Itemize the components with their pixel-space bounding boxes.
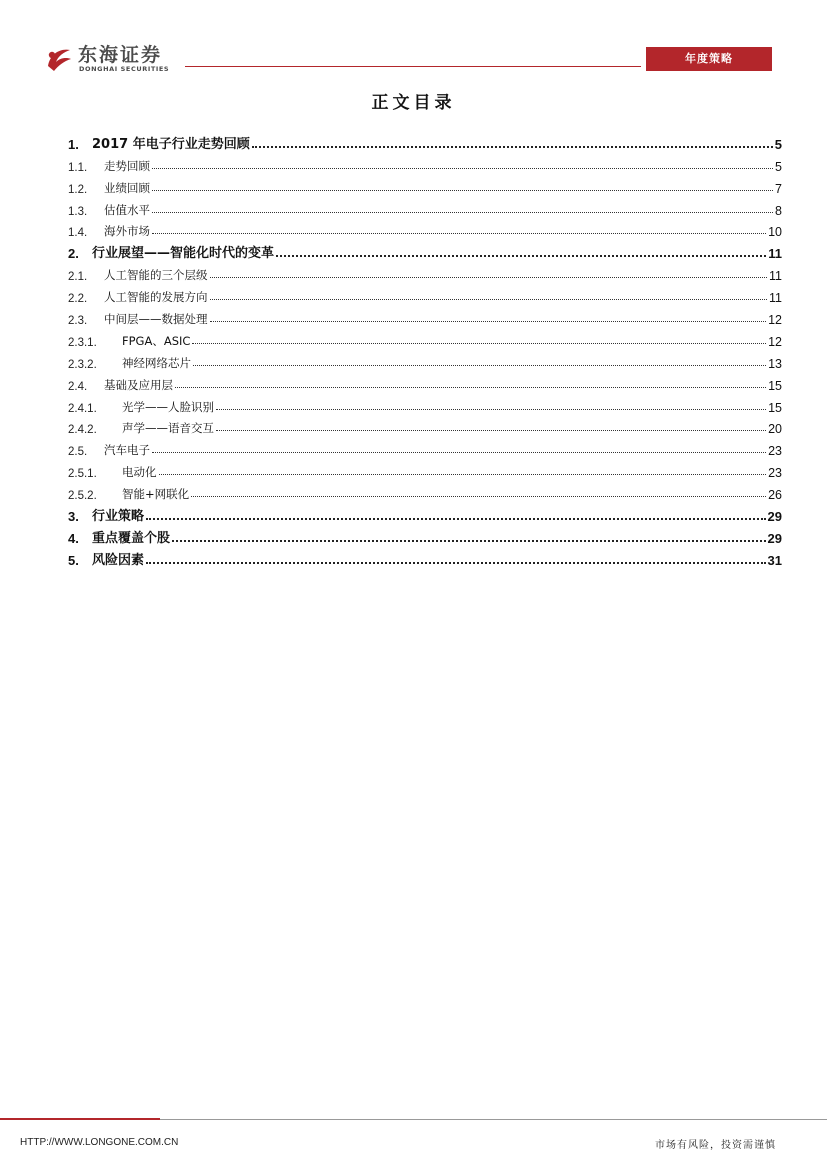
toc-entry-number: 2.3.2.	[68, 358, 97, 371]
toc-entry-label: 海外市场	[104, 224, 150, 239]
logo-english-name: DONGHAI SECURITIES	[79, 65, 170, 73]
toc-dot-leader	[146, 562, 766, 564]
toc-entry[interactable]	[68, 349, 782, 371]
page-header	[0, 0, 827, 80]
toc-entry-label: 行业策略	[92, 509, 145, 525]
toc-entry[interactable]	[68, 130, 782, 152]
toc-dot-leader	[152, 212, 773, 213]
toc-entry[interactable]	[68, 524, 782, 546]
toc-entry[interactable]	[68, 261, 782, 283]
toc-entry-label: 重点覆盖个股	[92, 530, 171, 546]
toc-entry-label: 神经网络芯片	[122, 355, 191, 370]
toc-entry-number: 2.5.	[68, 446, 88, 459]
toc-dot-leader	[152, 452, 766, 453]
toc-entry[interactable]	[68, 218, 782, 240]
toc-entry-page: 23	[768, 466, 782, 481]
toc-entry-label: FPGA、ASIC	[122, 333, 191, 348]
toc-dot-leader	[159, 474, 767, 475]
toc-entry-number: 2.3.1.	[68, 336, 97, 349]
report-type-badge: 年度策略	[646, 47, 772, 71]
footer-risk-note: 市场有风险，投资需谨慎	[655, 1140, 776, 1151]
toc-entry-page: 23	[768, 444, 782, 459]
toc-entry[interactable]	[68, 415, 782, 437]
toc-dot-leader	[175, 387, 766, 388]
logo-emblem-icon	[44, 44, 74, 74]
toc-entry-number: 2.4.	[68, 380, 88, 393]
toc-entry-page: 26	[768, 488, 782, 503]
toc-entry-number: 1.	[68, 136, 79, 152]
toc-entry-number: 1.2.	[68, 183, 88, 196]
toc-entry-number: 2.5.2.	[68, 490, 97, 503]
footer-website-link[interactable]: HTTP://WWW.LONGONE.COM.CN	[20, 1137, 179, 1148]
toc-entry-page: 11	[769, 269, 782, 284]
toc-entry-page: 5	[775, 159, 782, 174]
toc-entry-number: 5.	[68, 552, 79, 568]
toc-dot-leader	[152, 190, 773, 191]
toc-entry[interactable]	[68, 436, 782, 458]
toc-dot-leader	[276, 255, 766, 257]
toc-dot-leader	[152, 233, 766, 234]
toc-entry[interactable]	[68, 152, 782, 174]
toc-entry-number: 1.1.	[68, 161, 88, 174]
toc-entry-page: 29	[767, 509, 782, 525]
toc-entry-label: 人工智能的三个层级	[104, 268, 208, 283]
toc-entry[interactable]	[68, 196, 782, 218]
toc-dot-leader	[152, 168, 773, 169]
toc-entry-number: 2.3.	[68, 315, 88, 328]
toc-entry-label: 光学——人脸识别	[122, 399, 214, 414]
toc-entry-label: 2017 年电子行业走势回顾	[92, 136, 250, 152]
toc-entry-number: 2.1.	[68, 271, 88, 284]
header-divider	[185, 66, 641, 67]
toc-dot-leader	[210, 321, 767, 322]
toc-entry-page: 5	[774, 136, 782, 152]
toc-entry-label: 声学——语音交互	[122, 421, 214, 436]
toc-entry[interactable]	[68, 502, 782, 524]
toc-entry-label: 人工智能的发展方向	[104, 290, 208, 305]
toc-entry-label: 走势回顾	[104, 158, 150, 173]
toc-entry-label: 业绩回顾	[104, 180, 150, 195]
toc-entry-number: 3.	[68, 509, 79, 525]
toc-entry-label: 中间层——数据处理	[104, 312, 208, 327]
toc-entry-page: 8	[775, 203, 782, 218]
toc-dot-leader	[191, 496, 766, 497]
toc-entry[interactable]	[68, 546, 782, 568]
toc-entry-number: 1.3.	[68, 205, 88, 218]
toc-entry-page: 10	[768, 225, 782, 240]
toc-entry-label: 风险因素	[92, 552, 145, 568]
toc-dot-leader	[172, 540, 766, 542]
toc-dot-leader	[210, 277, 768, 278]
toc-entry-page: 29	[767, 530, 782, 546]
toc-entry-number: 4.	[68, 530, 79, 546]
toc-entry-page: 12	[768, 313, 782, 328]
page-title: 正文目录	[371, 93, 456, 113]
toc-entry-number: 1.4.	[68, 227, 88, 240]
toc-entry-label: 估值水平	[104, 202, 150, 217]
toc-entry[interactable]	[68, 393, 782, 415]
toc-entry-number: 2.4.2.	[68, 424, 97, 437]
toc-entry-label: 电动化	[122, 465, 157, 480]
toc-entry-page: 15	[768, 378, 782, 393]
toc-dot-leader	[146, 518, 766, 520]
toc-dot-leader	[192, 343, 766, 344]
toc-entry-number: 2.	[68, 246, 79, 262]
toc-entry[interactable]	[68, 283, 782, 305]
toc-dot-leader	[216, 409, 766, 410]
toc-entry-number: 2.2.	[68, 293, 88, 306]
toc-entry-page: 7	[775, 181, 782, 196]
toc-entry[interactable]	[68, 239, 782, 261]
toc-entry-page: 11	[769, 291, 782, 306]
toc-entry-label: 汽车电子	[104, 443, 150, 458]
toc-entry-page: 20	[768, 422, 782, 437]
toc-entry[interactable]	[68, 305, 782, 327]
toc-entry[interactable]	[68, 174, 782, 196]
toc-entry-label: 行业展望——智能化时代的变革	[92, 246, 275, 262]
table-of-contents	[68, 130, 782, 568]
toc-entry-page: 31	[767, 552, 782, 568]
footer-accent-bar	[0, 1118, 160, 1120]
toc-entry[interactable]	[68, 371, 782, 393]
toc-entry-page: 15	[768, 400, 782, 415]
toc-entry[interactable]	[68, 458, 782, 480]
toc-entry-number: 2.4.1.	[68, 402, 97, 415]
toc-entry-label: 基础及应用层	[104, 377, 173, 392]
logo-chinese-name: 东海证券	[78, 44, 163, 66]
toc-dot-leader	[252, 146, 773, 148]
company-logo	[44, 44, 194, 74]
toc-dot-leader	[216, 430, 766, 431]
toc-dot-leader	[210, 299, 768, 300]
toc-entry-label: 智能+网联化	[122, 487, 190, 502]
toc-dot-leader	[193, 365, 766, 366]
toc-entry-page: 13	[768, 356, 782, 371]
toc-entry[interactable]	[68, 480, 782, 502]
toc-entry-number: 2.5.1.	[68, 468, 97, 481]
toc-entry-page: 12	[768, 334, 782, 349]
toc-entry-page: 11	[768, 246, 782, 262]
toc-entry[interactable]	[68, 327, 782, 349]
